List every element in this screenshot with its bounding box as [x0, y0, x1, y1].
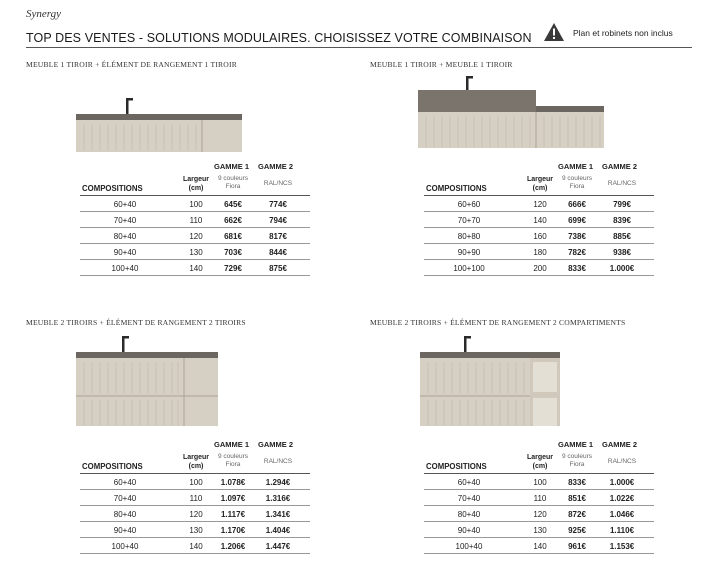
gamme1-header: GAMME 1: [558, 440, 594, 449]
composition-cell: 80+80: [457, 232, 481, 241]
gamme1-finish: Fiora: [569, 461, 585, 468]
gamme1-price: 1.078€: [220, 478, 246, 487]
composition-cell: 90+90: [457, 248, 481, 257]
table-row: [80, 538, 310, 554]
gamme1-price: 666€: [568, 200, 586, 209]
gamme1-header: GAMME 1: [214, 440, 250, 449]
gamme2-price: 1.341€: [265, 510, 291, 519]
width-unit: (cm): [532, 185, 548, 192]
compositions-header: COMPOSITIONS: [82, 184, 143, 193]
composition-cell: 100+40: [111, 542, 139, 551]
width-header: [181, 453, 211, 471]
gamme1-price: 738€: [568, 232, 586, 241]
gamme2-price: 1.046€: [609, 510, 635, 519]
compositions-header: COMPOSITIONS: [426, 462, 487, 471]
title-divider: [26, 47, 692, 48]
composition-cell: 100+40: [455, 542, 483, 551]
width-cell: 100: [189, 478, 203, 487]
gamme1-price: 872€: [568, 510, 586, 519]
gamme1-price: 1.170€: [220, 526, 246, 535]
gamme1-price: 782€: [568, 248, 586, 257]
composition-cell: 70+40: [113, 216, 137, 225]
section-title: MEUBLE 1 TIROIR + ÉLÉMENT DE RANGEMENT 1 TIROIR: [26, 60, 237, 69]
gamme1-price: 925€: [568, 526, 586, 535]
section-1-drawer-storage-1-drawer: [26, 60, 356, 305]
composition-cell: 60+60: [457, 200, 481, 209]
section-title: MEUBLE 2 TIROIRS + ÉLÉMENT DE RANGEMENT 2 COMPARTIMENTS: [370, 318, 626, 327]
width-cell: 110: [189, 216, 203, 225]
gamme1-price: 729€: [224, 264, 242, 273]
width-cell: 140: [189, 264, 203, 273]
table-row: [80, 196, 310, 212]
composition-cell: 100+40: [111, 264, 139, 273]
vanity-photo: [370, 72, 700, 168]
price-table: [80, 160, 310, 276]
gamme1-subheader: [212, 175, 254, 191]
composition-cell: 80+40: [113, 232, 137, 241]
table-row: [424, 490, 654, 506]
width-cell: 130: [533, 526, 547, 535]
gamme1-header: GAMME 1: [214, 162, 250, 171]
table-row: [424, 212, 654, 228]
composition-cell: 100+100: [453, 264, 485, 273]
gamme2-price: 774€: [269, 200, 287, 209]
compositions-header: COMPOSITIONS: [82, 462, 143, 471]
gamme2-subheader: RAL/NCS: [607, 458, 637, 465]
gamme2-price: 938€: [613, 248, 631, 257]
gamme1-price: 1.206€: [220, 542, 246, 551]
price-table: [80, 438, 310, 554]
table-row: [424, 196, 654, 212]
notice-text: Plan et robinets non inclus: [573, 28, 673, 38]
gamme1-subheader: [556, 175, 598, 191]
gamme1-colors: 9 couleurs: [218, 175, 248, 182]
gamme2-price: 799€: [613, 200, 631, 209]
vanity-photo: [26, 72, 356, 168]
gamme1-price: 1.097€: [220, 494, 246, 503]
table-row: [80, 474, 310, 490]
composition-cell: 60+40: [457, 478, 481, 487]
section-title: MEUBLE 1 TIROIR + MEUBLE 1 TIROIR: [370, 60, 513, 69]
composition-cell: 80+40: [113, 510, 137, 519]
width-cell: 130: [189, 248, 203, 257]
width-cell: 180: [533, 248, 547, 257]
table-row: [424, 244, 654, 260]
table-row: [424, 228, 654, 244]
composition-cell: 60+40: [113, 478, 137, 487]
gamme2-price: 1.000€: [609, 478, 635, 487]
composition-cell: 90+40: [457, 526, 481, 535]
table-row: [80, 490, 310, 506]
gamme2-header: GAMME 2: [258, 440, 294, 449]
width-cell: 120: [533, 510, 547, 519]
gamme2-subheader: RAL/NCS: [607, 180, 637, 187]
width-cell: 110: [533, 494, 547, 503]
width-cell: 130: [189, 526, 203, 535]
gamme2-subheader: RAL/NCS: [263, 458, 293, 465]
width-unit: (cm): [188, 185, 204, 192]
gamme1-price: 961€: [568, 542, 586, 551]
width-cell: 120: [189, 232, 203, 241]
gamme2-price: 839€: [613, 216, 631, 225]
table-row: [424, 538, 654, 554]
gamme2-price: 1.447€: [265, 542, 291, 551]
vanity-photo: [26, 330, 356, 426]
page-title: TOP DES VENTES - SOLUTIONS MODULAIRES. CHOISISSEZ VOTRE COMBINAISON: [26, 31, 532, 45]
price-table: [424, 438, 654, 554]
gamme2-price: 1.000€: [609, 264, 635, 273]
gamme1-price: 681€: [224, 232, 242, 241]
gamme2-header: GAMME 2: [602, 162, 638, 171]
gamme1-price: 851€: [568, 494, 586, 503]
composition-cell: 90+40: [113, 248, 137, 257]
gamme1-price: 699€: [568, 216, 586, 225]
brand-name: Synergy: [26, 8, 62, 20]
table-row: [80, 212, 310, 228]
price-table: [424, 160, 654, 276]
table-row: [424, 474, 654, 490]
gamme1-price: 833€: [568, 478, 586, 487]
width-unit: (cm): [188, 463, 204, 470]
width-cell: 120: [533, 200, 547, 209]
table-row: [80, 260, 310, 276]
gamme1-subheader: [556, 453, 598, 469]
gamme1-finish: Fiora: [225, 461, 241, 468]
width-label: Largeur: [182, 454, 210, 461]
gamme2-price: 1.110€: [609, 526, 635, 535]
gamme2-price: 1.153€: [609, 542, 635, 551]
warning-icon: [543, 22, 565, 42]
gamme2-header: GAMME 2: [602, 440, 638, 449]
width-cell: 100: [189, 200, 203, 209]
composition-cell: 90+40: [113, 526, 137, 535]
table-row: [424, 260, 654, 276]
table-row: [80, 228, 310, 244]
gamme1-price: 1.117€: [220, 510, 246, 519]
width-cell: 120: [189, 510, 203, 519]
gamme2-price: 1.022€: [609, 494, 635, 503]
width-cell: 160: [533, 232, 547, 241]
gamme2-price: 1.294€: [265, 478, 291, 487]
width-cell: 140: [189, 542, 203, 551]
width-header: [525, 175, 555, 193]
section-2-drawer-plus-drawer: [370, 60, 700, 305]
table-row: [80, 244, 310, 260]
section-4-two-drawers-storage-two-compartments: [370, 318, 700, 563]
width-cell: 140: [533, 216, 547, 225]
gamme1-colors: 9 couleurs: [562, 175, 592, 182]
gamme1-finish: Fiora: [225, 183, 241, 190]
width-label: Largeur: [182, 176, 210, 183]
composition-cell: 70+40: [113, 494, 137, 503]
gamme1-price: 703€: [224, 248, 242, 257]
table-row: [80, 522, 310, 538]
gamme2-price: 794€: [269, 216, 287, 225]
gamme1-colors: 9 couleurs: [562, 453, 592, 460]
composition-cell: 80+40: [457, 510, 481, 519]
width-header: [181, 175, 211, 193]
table-row: [424, 506, 654, 522]
gamme1-price: 833€: [568, 264, 586, 273]
width-unit: (cm): [532, 463, 548, 470]
composition-cell: 70+40: [457, 494, 481, 503]
width-label: Largeur: [526, 176, 554, 183]
gamme1-subheader: [212, 453, 254, 469]
composition-cell: 60+40: [113, 200, 137, 209]
gamme2-header: GAMME 2: [258, 162, 294, 171]
gamme1-header: GAMME 1: [558, 162, 594, 171]
composition-cell: 70+70: [457, 216, 481, 225]
gamme1-colors: 9 couleurs: [218, 453, 248, 460]
width-cell: 200: [533, 264, 547, 273]
width-header: [525, 453, 555, 471]
gamme2-price: 844€: [269, 248, 287, 257]
width-label: Largeur: [526, 454, 554, 461]
gamme2-price: 817€: [269, 232, 287, 241]
gamme1-price: 662€: [224, 216, 242, 225]
table-row: [80, 506, 310, 522]
table-row: [424, 522, 654, 538]
section-title: MEUBLE 2 TIROIRS + ÉLÉMENT DE RANGEMENT 2 TIROIRS: [26, 318, 246, 327]
width-cell: 140: [533, 542, 547, 551]
compositions-header: COMPOSITIONS: [426, 184, 487, 193]
section-3-two-drawers-storage-two-drawers: [26, 318, 356, 563]
gamme1-finish: Fiora: [569, 183, 585, 190]
width-cell: 100: [533, 478, 547, 487]
gamme2-subheader: RAL/NCS: [263, 180, 293, 187]
gamme1-price: 645€: [224, 200, 242, 209]
gamme2-price: 885€: [613, 232, 631, 241]
gamme2-price: 1.404€: [265, 526, 291, 535]
gamme2-price: 1.316€: [265, 494, 291, 503]
gamme2-price: 875€: [269, 264, 287, 273]
width-cell: 110: [189, 494, 203, 503]
vanity-photo: [370, 330, 700, 426]
